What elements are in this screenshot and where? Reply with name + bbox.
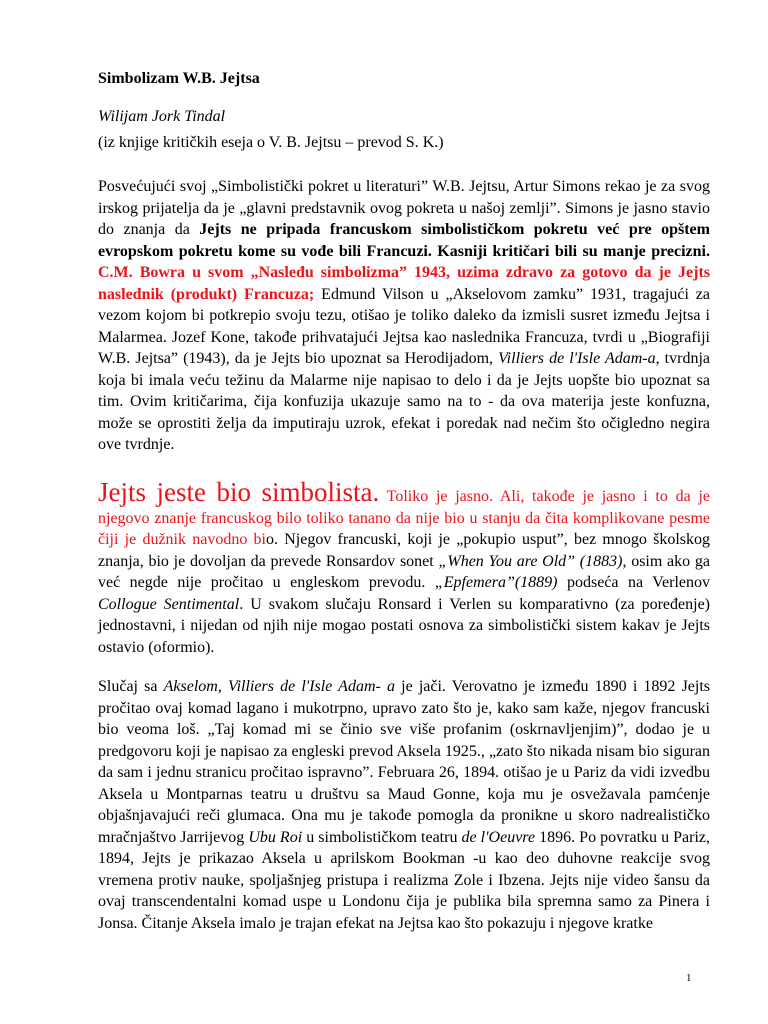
p2-text-2: osim ako ga već negde nije pročitao u engleskom prevodu.: [98, 552, 710, 591]
p3-italic-3: de l'Oeuvre: [461, 828, 536, 846]
author-name: Wilijam Jork Tindal: [98, 108, 226, 125]
p2-italic-title-2: „Epfemera”(1889): [434, 574, 558, 591]
p1-bold-text: Jejts ne pripada francuskom simbolističkom pokretu već pre opštem evropskom pokretu kome su vođe bili Francuzi. Kasniji kritičari bili su manje precizni.: [98, 221, 710, 260]
p1-text-cont: Edmund Vilson u „Akselovom zamku” 1931, tragajući za vezom kojom bi potkrepio svoju tezu, otišao je toliko daleko da izmisli susret između Jejtsa i Malarmea. Jozef Kone, takođe prihvatajući Jejtsa kao naslednika Francuza, tvrdi u „Biografiji W.B. Jejtsa” (1943), da je Jejts bio upoznat sa Herodijadom,: [98, 285, 711, 367]
p2-red-text: Toliko je jasno. Ali, takođe je jasno i to da je njegovo znanje francuskog bilo toliko tanano da nije bio u stanju da čita komplikovane pesme čiji je dužnik navodno bi: [98, 488, 710, 548]
p2-italic-title-3: Collogue Sentimental: [98, 595, 240, 613]
paragraph-3: [98, 676, 710, 934]
p3-text: Slučaj sa: [98, 678, 164, 695]
p3-text-2: je jači. Verovatno je između 1890 i 1892 Jejts pročitao ovaj komad lagano i mukotrpno, upravo zato što je, kako sam kaže, njegov francuski bio veoma loš. „Taj komad mi se činio sve više profanim (oskrnavljenjim)”, dodao je u predgovoru koji je napisao za engleski prevod Aksela 1925., „zato što nikada nisam bio siguran da sam i jednu stranicu pročitao ispravno”. Februara 26, 1894. otišao je u Pariz da vidi izvedbu Aksela u Montparnas teatru u društvu sa Maud Gonne, koja mu je osvežavala pamćenje objašnjavajući reči glumaca. Ona mu je takođe pomogla da pronikne u skoro nadrealističko mračnjaštvo Jarrijevog: [98, 678, 711, 846]
p3-italic-1: Akselom, Villiers de l'Isle Adam- a: [163, 678, 395, 695]
p1-red-bold-text: C.M. Bowra u svom „Nasleđu simbolizma” 1943, uzima zdravo za gotovo da je Jejts naslednik (produkt) Francuza;: [98, 264, 710, 303]
paragraph-2: [98, 477, 711, 658]
paragraph-1: [98, 176, 710, 456]
p2-text-3: podseća na Verlenov: [557, 574, 710, 591]
source-note: (iz knjige kritičkih eseja o V. B. Jejtsu – prevod S. K.): [98, 134, 444, 151]
p2-large-red-heading: Jejts jeste bio simbolista.: [98, 477, 380, 507]
p3-text-3: u simbolističkom teatru: [302, 828, 462, 846]
page-number: 1: [686, 972, 692, 984]
p2-text: o. Njegov francuski, koji je „pokupio usput”, bez mnogo školskog znanja, bio je dovoljan da prevede Ronsardov sonet: [98, 531, 711, 570]
p3-text-end: 1896. Po povratku u Pariz, 1894, Jejts je prikazao Aksela u aprilskom Bookman -u kao deo duhovne reakcije svog vremena protiv nauke, spoljašnjeg pristupa i realizma Zole i Ibzena. Jejts nije video šansu da ovaj transcendentalni komad uspe u Londonu čija je publika bila spremna samo za Pinera i Jonsa. Čitanje Aksela imalo je trajan efekat na Jejtsa kao što pokazuju i njegove kratke: [98, 828, 711, 932]
document-title: Simbolizam W.B. Jejtsa: [98, 70, 260, 87]
p2-text-end: . U svakom slučaju Ronsard i Verlen su komparativno (za poređenje) jednostavni, i nijedan od njih nije mogao postati osnova za simbolistički sistem kakav je Jejts ostavio (oformio).: [98, 595, 711, 656]
p1-text-end: , tvrdnja koja bi imala veću težinu da Malarme nije napisao to delo i da je Jejts uopšte bio upoznat sa tim. Ovim kritičarima, čija konfuzija ukazuje samo na to - da ova materija jeste konfuzna, može se oprostiti želja da imputiraju uzrok, efekat i poredak nad nečim što očigledno negira ove tvrdnje.: [98, 350, 710, 453]
p1-italic-text: Villiers de l'Isle Adam-a: [498, 350, 656, 367]
p1-text: Posvećujući svoj „Simbolistički pokret u literaturi” W.B. Jejtsu, Artur Simons rekao je za svog irskog prijatelja da je „glavni predstavnik ovog pokreta u našoj zemlji”. Simons je jasno stavio do znanja da: [98, 178, 710, 238]
p3-italic-2: Ubu Roi: [248, 828, 303, 846]
p2-italic-title-1: „When You are Old” (1883),: [438, 552, 627, 570]
